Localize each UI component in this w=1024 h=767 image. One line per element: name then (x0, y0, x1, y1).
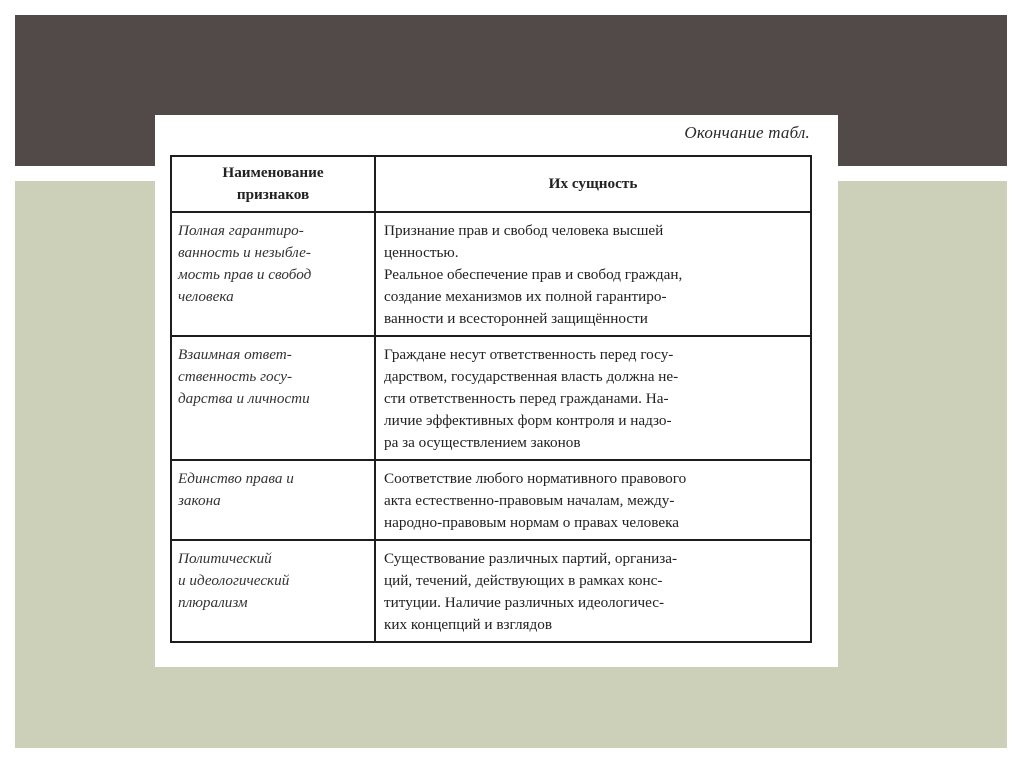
feature-essence-line: дарством, государственная власть должна не- (384, 368, 679, 385)
feature-name-line: плюрализм (178, 594, 248, 611)
feature-essence-line: ценностью. (384, 244, 459, 261)
feature-essence-line: Существование различных партий, организа- (384, 550, 678, 567)
header-name-line: признаков (236, 186, 310, 203)
header-name-line: Наименование (222, 164, 324, 181)
feature-essence-cell (375, 336, 811, 460)
feature-name-cell (171, 540, 375, 642)
table-caption: Окончание табл. (684, 123, 810, 142)
feature-essence-line: Соответствие любого нормативного правового (384, 470, 687, 487)
feature-name-line: человека (178, 288, 234, 305)
feature-name-line: Политический (178, 550, 272, 567)
feature-essence-line: ванности и всесторонней защищённости (384, 310, 648, 327)
feature-name-line: ственность госу- (178, 368, 293, 385)
feature-essence-line: ций, течений, действующих в рамках конс- (384, 572, 663, 589)
feature-essence-line: сти ответственность перед гражданами. На- (384, 390, 669, 407)
feature-essence-line: народно-правовым нормам о правах человека (384, 514, 679, 531)
feature-name-line: Единство права и (178, 470, 294, 487)
feature-essence-line: Граждане несут ответственность перед госу- (384, 346, 674, 363)
feature-name-line: Взаимная ответ- (178, 346, 292, 363)
feature-essence-line: ра за осуществлением законов (384, 434, 581, 451)
feature-essence-line: создание механизмов их полной гарантиро- (384, 288, 667, 305)
features-table (170, 155, 812, 643)
table-row (171, 460, 811, 540)
header-cell-essence: Их сущность (375, 156, 811, 212)
feature-essence-line: титуции. Наличие различных идеологичес- (384, 594, 665, 611)
feature-essence-cell (375, 212, 811, 336)
feature-name-cell (171, 212, 375, 336)
feature-essence-cell (375, 460, 811, 540)
feature-essence-line: акта естественно-правовым началам, между- (384, 492, 675, 509)
table-row (171, 336, 811, 460)
feature-name-line: мость прав и свобод (178, 266, 312, 283)
feature-essence-line: Признание прав и свобод человека высшей (384, 222, 664, 239)
table-row (171, 212, 811, 336)
feature-name-line: Полная гарантиро- (178, 222, 304, 239)
feature-name-line: дарства и личности (178, 390, 310, 407)
header-cell-name (171, 156, 375, 212)
feature-essence-line: Реальное обеспечение прав и свобод граждан, (384, 266, 683, 283)
table-image (155, 115, 838, 667)
feature-name-line: ванность и незыбле- (178, 244, 311, 261)
table-header-row (171, 156, 811, 212)
feature-name-line: закона (178, 492, 221, 509)
feature-essence-line: личие эффективных форм контроля и надзо- (384, 412, 672, 429)
table-row (171, 540, 811, 642)
feature-essence-cell (375, 540, 811, 642)
feature-name-line: и идеологический (178, 572, 290, 589)
feature-essence-line: ких концепций и взглядов (384, 616, 553, 633)
feature-name-cell (171, 460, 375, 540)
feature-name-cell (171, 336, 375, 460)
